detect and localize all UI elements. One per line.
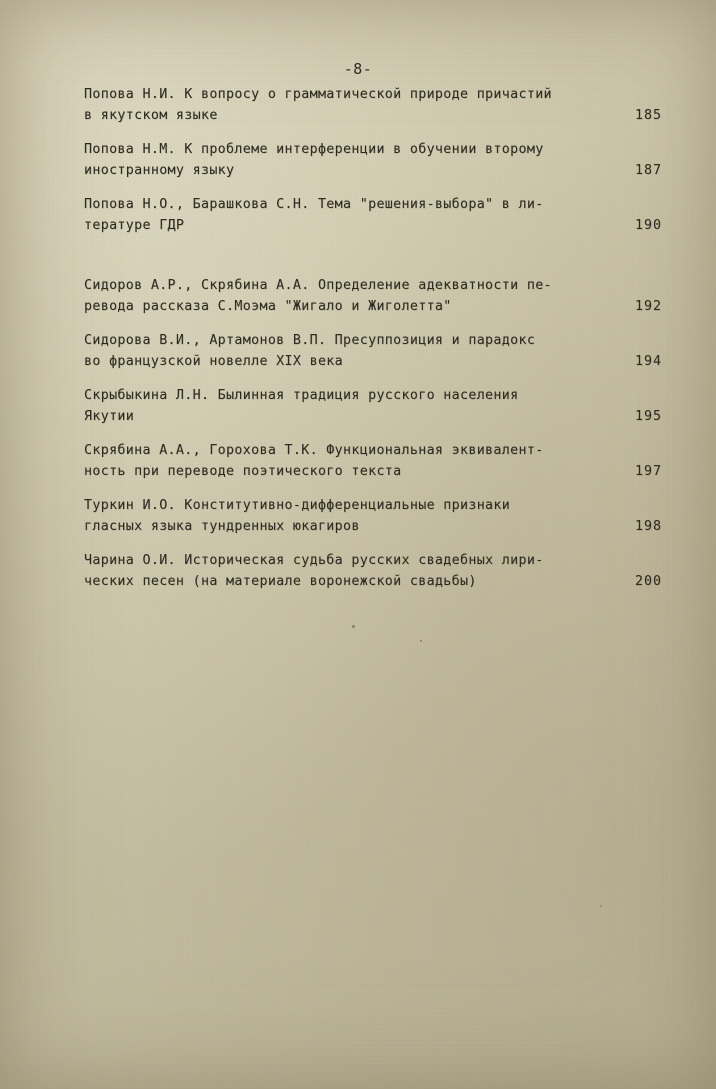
toc-entry-line: Чарина О.И. Историческая судьба русских свадебных лири- — [84, 553, 544, 568]
toc-entry-line: иностранному языку — [84, 163, 235, 178]
toc-entry[interactable] — [84, 385, 662, 427]
paper-speck — [352, 625, 355, 628]
toc-entry-line: во французской новелле XIX века — [84, 354, 344, 369]
toc-entry-title — [84, 84, 584, 126]
toc-entry-line: в якутском языке — [84, 108, 218, 123]
toc-entry-page-number: 190 — [634, 218, 662, 233]
toc-entry[interactable] — [84, 495, 662, 537]
toc-entry[interactable] — [84, 275, 662, 317]
table-of-contents — [84, 84, 662, 605]
toc-entry-page-number: 185 — [634, 108, 662, 123]
page-number: -8- — [343, 60, 373, 78]
toc-entry-title — [84, 440, 584, 482]
toc-entry-title — [84, 330, 584, 372]
toc-entry-line: Сидоров А.Р., Скрябина А.А. Определение адекватности пе- — [84, 278, 552, 293]
toc-entry-line: ревода рассказа С.Моэма "Жигало и Жиголетта" — [84, 299, 452, 314]
toc-entry-line: ность при переводе поэтического текста — [84, 464, 402, 479]
toc-entry-page-number: 195 — [634, 409, 662, 424]
toc-entry-title — [84, 275, 584, 317]
toc-entry-title — [84, 495, 584, 537]
toc-entry[interactable] — [84, 550, 662, 592]
toc-entry[interactable] — [84, 84, 662, 126]
toc-entry-page-number: 194 — [634, 354, 662, 369]
toc-entry-line: Якутии — [84, 409, 135, 424]
toc-entry-line: Попова Н.О., Барашкова С.Н. Тема "решения-выбора" в ли- — [84, 197, 544, 212]
toc-entry-line: Скрябина А.А., Горохова Т.К. Функциональная эквивалент- — [84, 443, 544, 458]
toc-entry-line: Сидорова В.И., Артамонов В.П. Пресуппозиция и парадокс — [84, 333, 536, 348]
section-gap — [84, 249, 662, 275]
toc-entry-line: Попова Н.И. К вопросу о грамматической природе причастий — [84, 87, 552, 102]
toc-entry-line: гласных языка тундренных юкагиров — [84, 519, 360, 534]
toc-entry[interactable] — [84, 440, 662, 482]
paper-speck — [420, 640, 422, 642]
paper-speck — [600, 905, 602, 907]
toc-entry-page-number: 192 — [634, 299, 662, 314]
toc-entry-line: ческих песен (на материале воронежской свадьбы) — [84, 574, 477, 589]
toc-entry-page-number: 197 — [634, 464, 662, 479]
toc-entry-line: Попова Н.М. К проблеме интерференции в обучении второму — [84, 142, 544, 157]
toc-entry-page-number: 198 — [634, 519, 662, 534]
toc-entry[interactable] — [84, 330, 662, 372]
toc-entry-title — [84, 139, 584, 181]
toc-entry-title — [84, 550, 584, 592]
toc-entry-page-number: 200 — [634, 574, 662, 589]
toc-entry-title — [84, 194, 584, 236]
toc-entry-line: тературе ГДР — [84, 218, 185, 233]
toc-entry-line: Скрыбыкина Л.Н. Былинная традиция русского населения — [84, 388, 519, 403]
toc-entry-line: Туркин И.О. Конститутивно-дифференциальные признаки — [84, 498, 511, 513]
toc-entry[interactable] — [84, 139, 662, 181]
toc-entry[interactable] — [84, 194, 662, 236]
paper-speck — [96, 470, 98, 472]
toc-entry-page-number: 187 — [634, 163, 662, 178]
toc-entry-title — [84, 385, 584, 427]
